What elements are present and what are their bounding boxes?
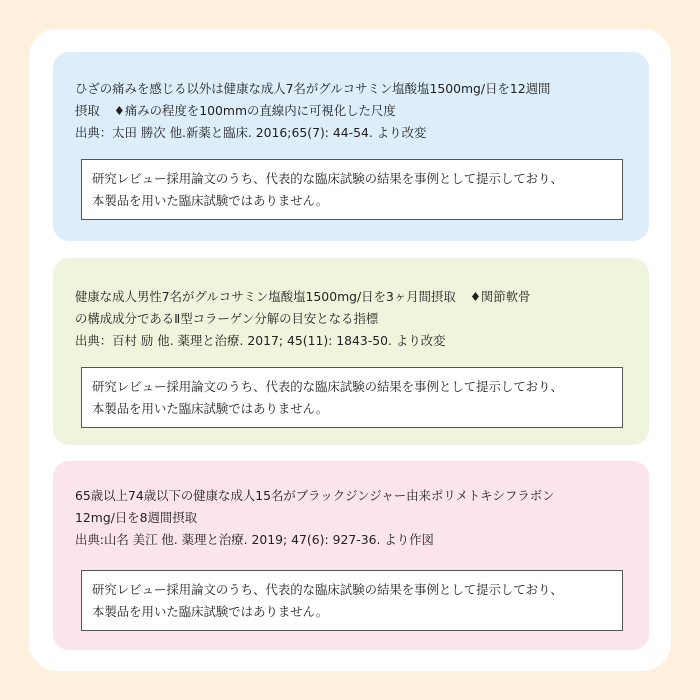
study-card-1 <box>53 52 649 241</box>
study-text-line <box>75 286 627 308</box>
study-text-line <box>75 100 627 122</box>
disclaimer-line: 本製品を用いた臨床試験ではありません。 <box>92 604 329 619</box>
disclaimer-line: 本製品を用いた臨床試験ではありません。 <box>92 193 329 208</box>
study-text-segment: 健康な成人男性7名がグルコサミン塩酸塩1500mg/日を3ヶ月間摂取 <box>75 289 456 304</box>
disclaimer-line: 研究レビュー採用論文のうち、代表的な臨床試験の結果を事例として提示しており、 <box>92 171 563 186</box>
study-card-3 <box>53 461 649 650</box>
content-panel <box>29 29 671 671</box>
citation: 出典：太田 勝次 他.新薬と臨床. 2016;65(7): 44-54. より改変 <box>75 125 427 140</box>
study-text-segment: 摂取 <box>75 103 100 118</box>
study-card-2 <box>53 258 649 445</box>
citation: 出典：百村 励 他. 薬理と治療. 2017; 45(11): 1843-50. より改変 <box>75 333 446 348</box>
disclaimer-line: 研究レビュー採用論文のうち、代表的な臨床試験の結果を事例として提示しており、 <box>92 379 563 394</box>
disclaimer-box <box>81 570 623 631</box>
disclaimer-box <box>81 367 623 428</box>
study-text-line: 65歳以上74歳以下の健康な成人15名がブラックジンジャー由来ポリメトキシフラボン <box>75 488 555 503</box>
disclaimer-line: 本製品を用いた臨床試験ではありません。 <box>92 401 329 416</box>
disclaimer-box <box>81 159 623 220</box>
study-description <box>75 258 627 352</box>
citation: 出典:山名 美江 他. 薬理と治療. 2019; 47(6): 927-36. より作図 <box>75 532 434 547</box>
study-text-line: 12mg/日を8週間摂取 <box>75 510 198 525</box>
study-text-line: ひざの痛みを感じる以外は健康な成人7名がグルコサミン塩酸塩1500mg/日を12週間 <box>75 81 551 96</box>
disclaimer-line: 研究レビュー採用論文のうち、代表的な臨床試験の結果を事例として提示しており、 <box>92 582 563 597</box>
study-description <box>75 461 627 551</box>
study-text-line: の構成成分であるⅡ型コラーゲン分解の目安となる指標 <box>75 311 379 326</box>
study-description <box>75 52 627 144</box>
study-text-segment: ♦痛みの程度を100mmの直線内に可視化した尺度 <box>113 103 396 118</box>
study-text-segment: ♦関節軟骨 <box>469 289 531 304</box>
